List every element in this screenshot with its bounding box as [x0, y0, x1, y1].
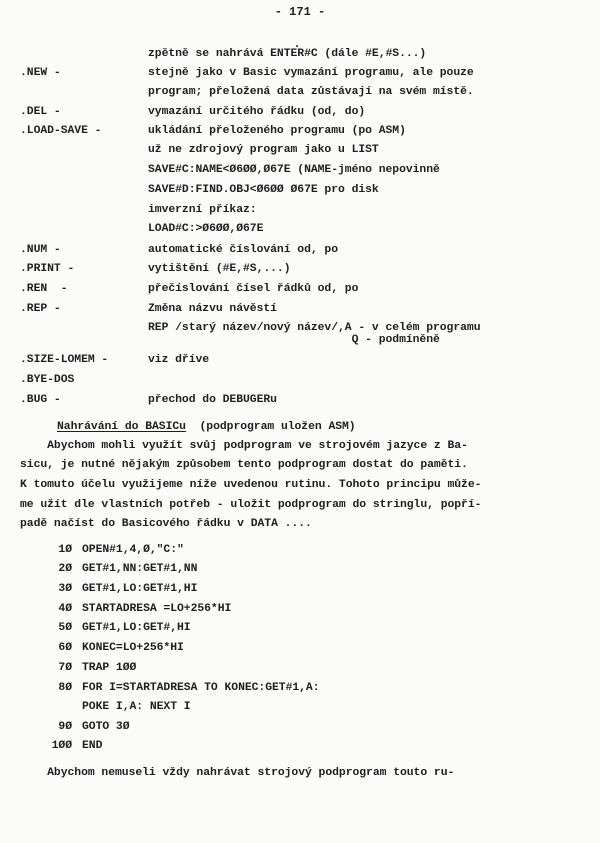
definition-print: vytištění (#E,#S,...): [148, 263, 291, 275]
term-size-lomem: .SIZE-LOMEM -: [20, 354, 109, 366]
term-num: .NUM -: [20, 244, 61, 256]
definition-load-save: ukládání přeloženého programu (po ASM): [148, 125, 406, 137]
definition-rep: Změna názvu návěstí: [148, 303, 277, 315]
code-line-number: 1Ø: [58, 544, 72, 556]
definition-ren: přečíslování čísel řádků od, po: [148, 283, 359, 295]
code-line-number: 2Ø: [58, 563, 72, 575]
code-line-text: STARTADRESA =LO+256*HI: [82, 603, 232, 615]
section-heading: [57, 420, 356, 434]
code-line-text: POKE I,A: NEXT I: [82, 701, 191, 713]
code-line-text: GET#1,LO:GET#,HI: [82, 622, 191, 634]
code-line-text: GET#1,LO:GET#1,HI: [82, 583, 198, 595]
paragraph-line: Abychom mohli využít svůj podprogram ve strojovém jazyce z Ba-: [20, 440, 468, 452]
code-line-text: END: [82, 740, 103, 752]
term-rep: .REP -: [20, 303, 61, 315]
code-line-text: FOR I=STARTADRESA TO KONEC:GET#1,A:: [82, 682, 320, 694]
definition-new: stejně jako v Basic vymazání programu, ale pouze: [148, 67, 474, 79]
paragraph-line: me užít dle vlastních potřeb - uložit podprogram do stringlu, popří-: [20, 499, 482, 511]
definition-size-lomem: viz dříve: [148, 354, 210, 366]
term-ren: .REN -: [20, 283, 68, 295]
code-line-number: 7Ø: [58, 662, 72, 674]
definition-load-save: SAVE#D:FIND.OBJ<Ø6ØØ Ø67E pro disk: [148, 184, 379, 196]
code-line-number: 1ØØ: [51, 740, 72, 752]
paragraph-line: K tomuto účelu využijeme níže uvedenou rutinu. Tohoto principu může-: [20, 479, 482, 491]
term-print: .PRINT -: [20, 263, 75, 275]
paragraph-line: padě načíst do Basicového řádku v DATA ....: [20, 518, 312, 530]
definition-load-save: už ne zdrojový program jako u LIST: [148, 144, 379, 156]
definition-bug: přechod do DEBUGERu: [148, 394, 277, 406]
definition-del: vymazání určitého řádku (od, do): [148, 106, 366, 118]
term-bye-dos: .BYE-DOS: [20, 374, 75, 386]
paragraph-line: sicu, je nutné nějakým způsobem tento podprogram dostat do paměti.: [20, 459, 468, 471]
code-line-text: GET#1,NN:GET#1,NN: [82, 563, 198, 575]
page-number: - 171 -: [274, 5, 326, 19]
definition-num: automatické číslování od, po: [148, 244, 338, 256]
term-bug: .BUG -: [20, 394, 61, 406]
definition-continuation: zpětně se nahrává ENTER#C (dále #E,#S...): [148, 48, 427, 60]
definition-rep: REP /starý název/nový název/,A - v celém programu: [148, 322, 481, 334]
definition-load-save: LOAD#C:>Ø6ØØ,Ø67E: [148, 223, 264, 235]
code-line-text: KONEC=LO+256*HI: [82, 642, 184, 654]
definition-load-save: SAVE#C:NAME<Ø6ØØ,Ø67E (NAME-jméno nepovinně: [148, 164, 440, 176]
code-line-text: TRAP 1ØØ: [82, 662, 137, 674]
definition-rep: Q - podmíněně: [148, 334, 440, 346]
code-line-text: OPEN#1,4,Ø,"C:": [82, 544, 184, 556]
code-line-number: 6Ø: [58, 642, 72, 654]
section-heading-note: (podprogram uložen ASM): [199, 421, 356, 433]
code-line-number: 4Ø: [58, 603, 72, 615]
term-new: .NEW -: [20, 67, 61, 79]
term-del: .DEL -: [20, 106, 61, 118]
closing-paragraph-line: Abychom nemuseli vždy nahrávat strojový podprogram touto ru-: [20, 767, 455, 779]
code-line-number: 3Ø: [58, 583, 72, 595]
code-line-number: 9Ø: [58, 721, 72, 733]
term-load-save: .LOAD-SAVE -: [20, 125, 102, 137]
code-line-text: GOTO 3Ø: [82, 721, 130, 733]
definition-load-save: imverzní příkaz:: [148, 204, 257, 216]
code-line-number: 8Ø: [58, 682, 72, 694]
definition-new: program; přeložená data zůstávají na svém místě.: [148, 86, 474, 98]
section-heading-title: Nahrávání do BASICu: [57, 421, 186, 433]
code-line-number: 5Ø: [58, 622, 72, 634]
